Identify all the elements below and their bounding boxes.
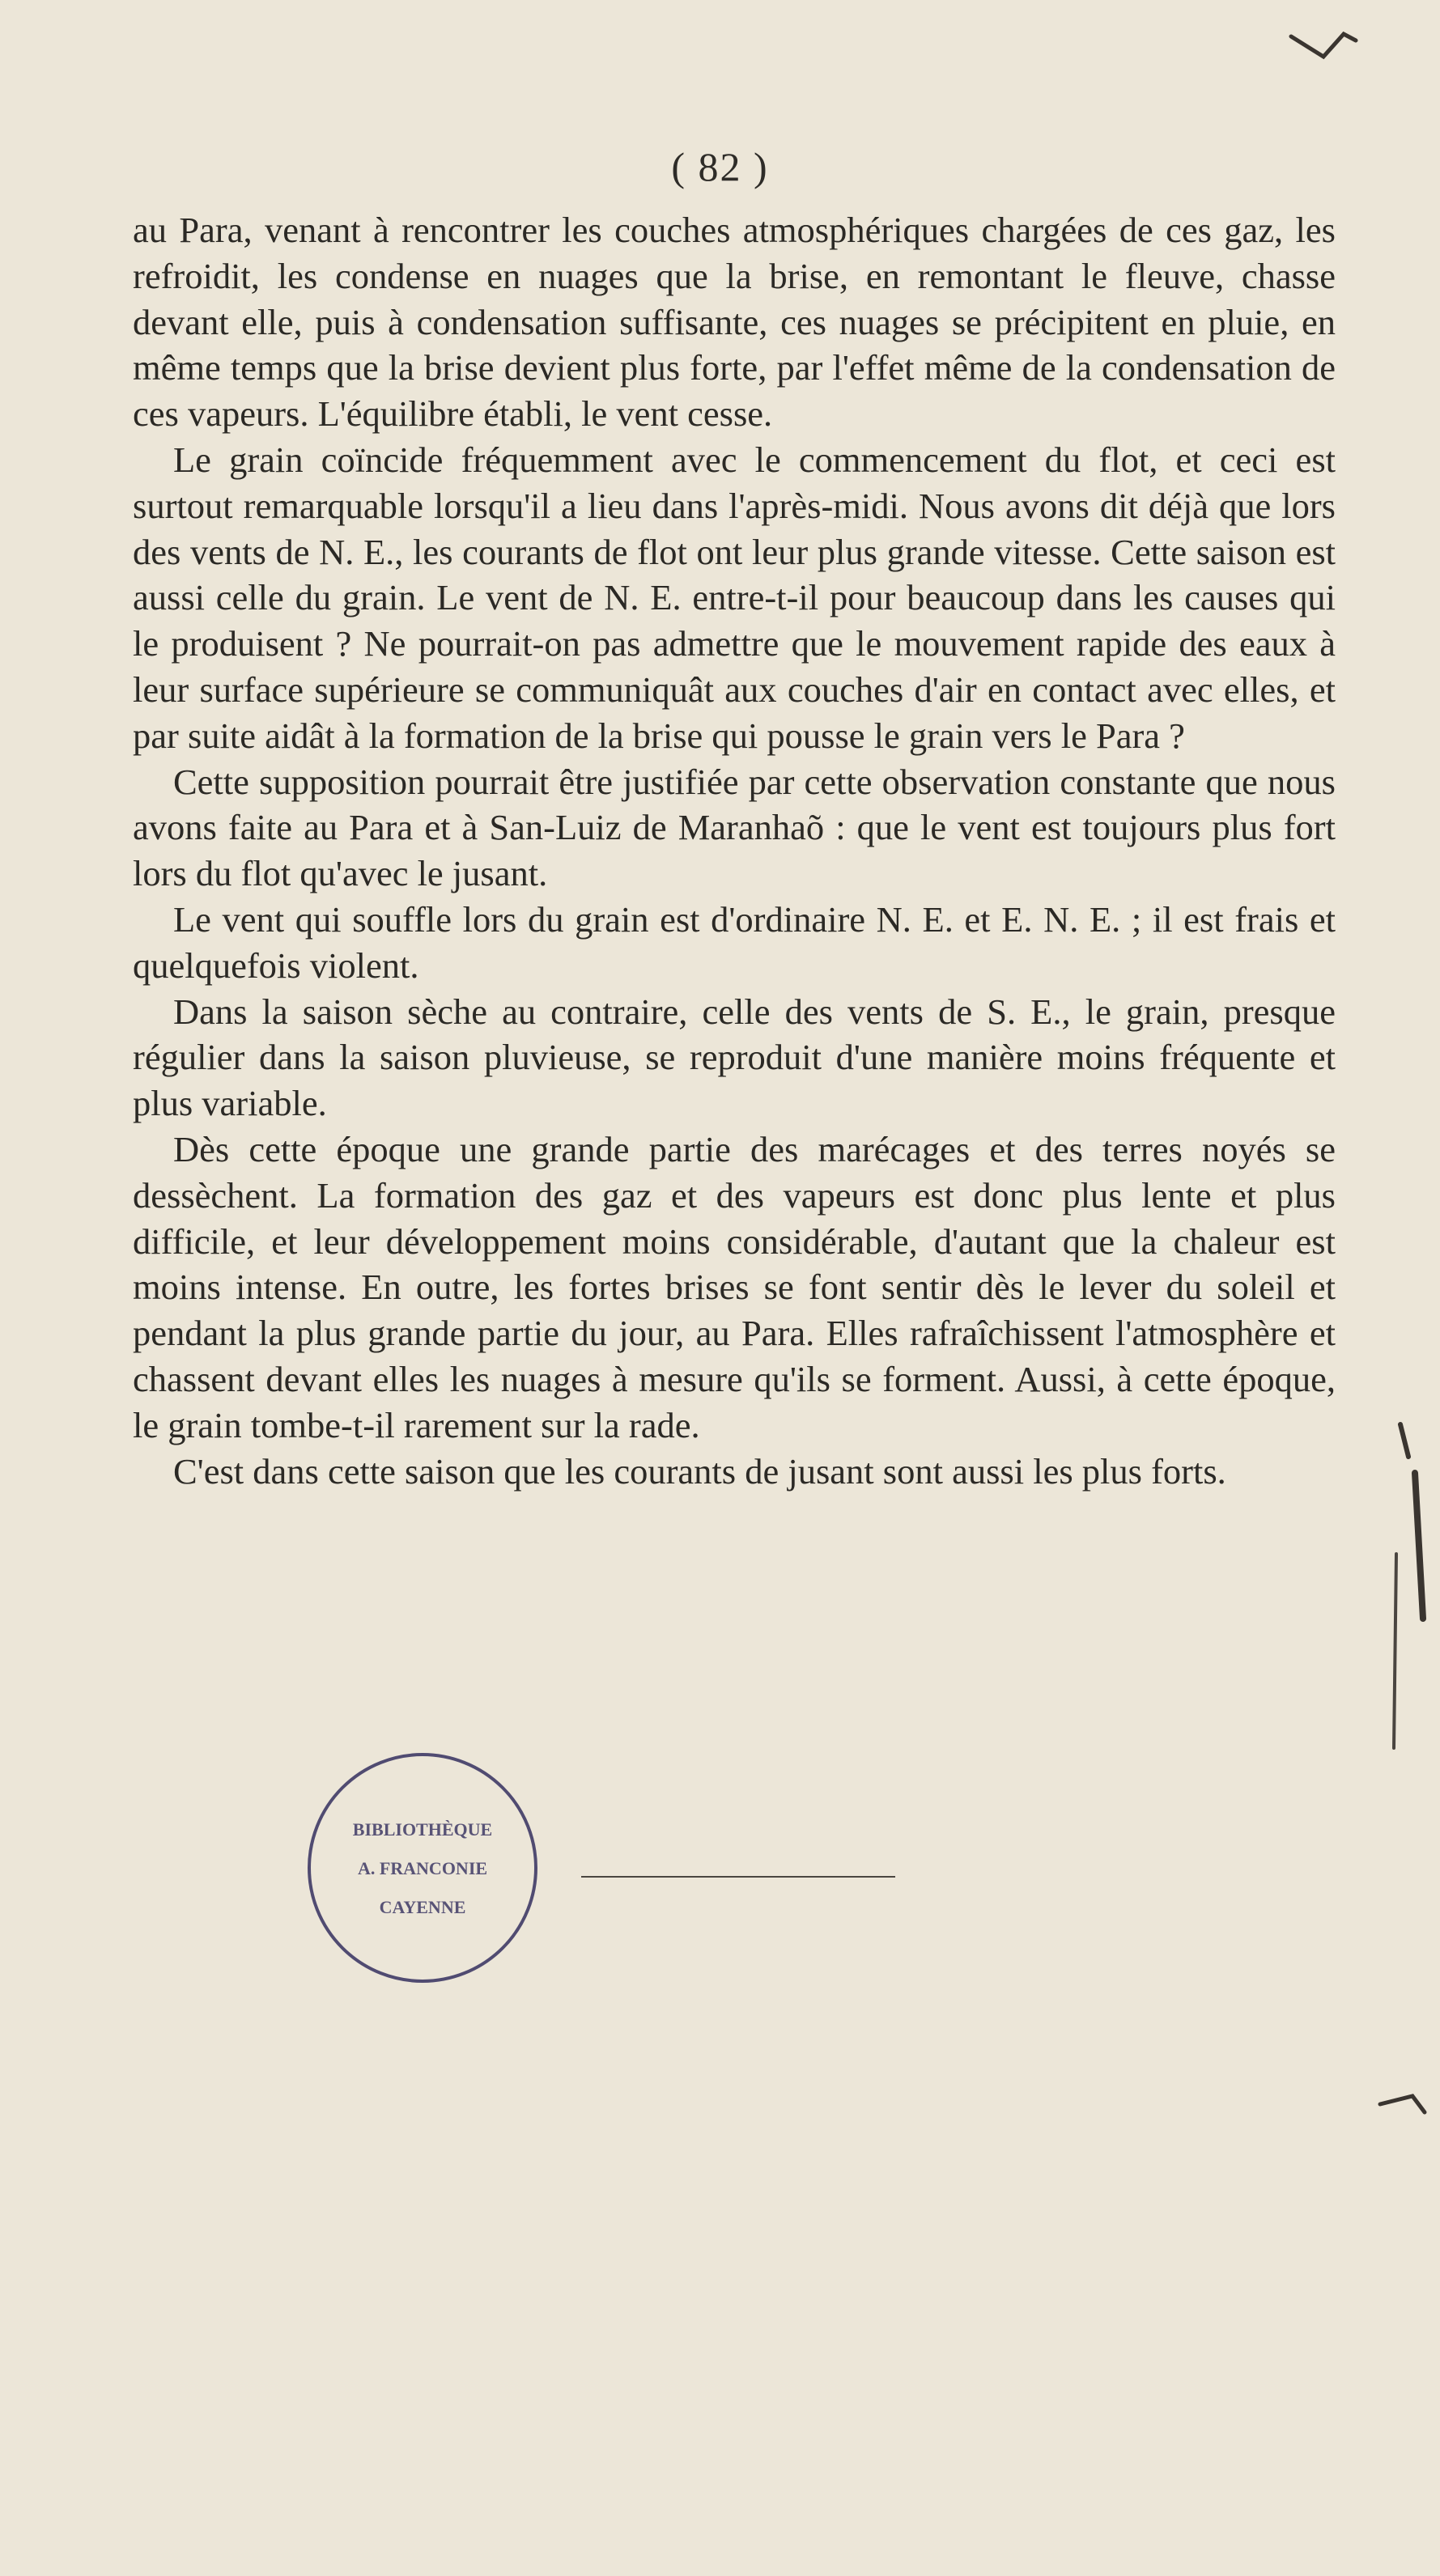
margin-mark-lower-icon — [1376, 2088, 1433, 2120]
paragraph-4: Le vent qui souffle lors du grain est d'ordinaire N. E. et E. N. E. ; il est frais et quelquefois violent. — [133, 898, 1336, 986]
paragraph-5: Dans la saison sèche au contraire, celle des vents de S. E., le grain, presque régulier dans la saison pluvieuse, se reproduit d'une manière moins fréquente et plus variable. — [133, 991, 1336, 1124]
body-text — [133, 207, 1336, 1494]
library-stamp — [301, 1746, 544, 1989]
page-number: ( 82 ) — [671, 144, 769, 189]
margin-mark-top-icon — [1287, 24, 1360, 65]
paragraph-1: au Para, venant à rencontrer les couches atmosphériques chargées de ces gaz, les refroidit, les condense en nuages que la brise, en remontant le fleuve, chasse devant elle, puis à condensation suffisante, ces nuages se précipitent en pluie, en même temps que la brise devient plus forte, par l'effet même de la condensation de ces vapeurs. L'équilibre établi, le vent cesse. — [133, 210, 1336, 435]
margin-mark-right-icon — [1376, 1408, 1433, 1797]
paragraph-7: C'est dans cette saison que les courants de jusant sont aussi les plus forts. — [173, 1450, 1226, 1492]
separator-rule — [581, 1876, 895, 1878]
paragraph-6: Dès cette époque une grande partie des marécages et des terres noyés se dessèchent. La formation des gaz et des vapeurs est donc plus lente et plus difficile, et leur développement moins considérable, d'autant que la chaleur est moins intense. En outre, les fortes brises se font sentir dès le lever du soleil et pendant la plus grande partie du jour, au Para. Elles rafraîchissent l'atmosphère et chassent devant elles les nuages à mesure qu'ils se forment. Aussi, à cette époque, le grain tombe-t-il rarement sur la rade. — [133, 1128, 1336, 1445]
stamp-line-3: CAYENNE — [379, 1897, 466, 1917]
paragraph-2: Le grain coïncide fréquemment avec le commencement du flot, et ceci est surtout remarquable lorsqu'il a lieu dans l'après-midi. Nous avons dit déjà que lors des vents de N. E., les courants de flot ont leur plus grande vitesse. Cette saison est aussi celle du grain. Le vent de N. E. entre-t-il pour beaucoup dans les causes qui le produisent ? Ne pourrait-on pas admettre que le mouvement rapide des eaux à leur surface supérieure se communiquât aux couches d'air en contact avec elles, et par suite aidât à la formation de la brise qui pousse le grain vers le Para ? — [133, 439, 1336, 756]
stamp-line-1: BIBLIOTHÈQUE — [352, 1819, 493, 1840]
stamp-line-2: A. FRANCONIE — [357, 1858, 488, 1878]
paragraph-3: Cette supposition pourrait être justifiée par cette observation constante que nous avons faite au Para et à San-Luiz de Maranhaõ : que le vent est toujours plus fort lors du flot qu'avec le jusant. — [133, 761, 1336, 894]
